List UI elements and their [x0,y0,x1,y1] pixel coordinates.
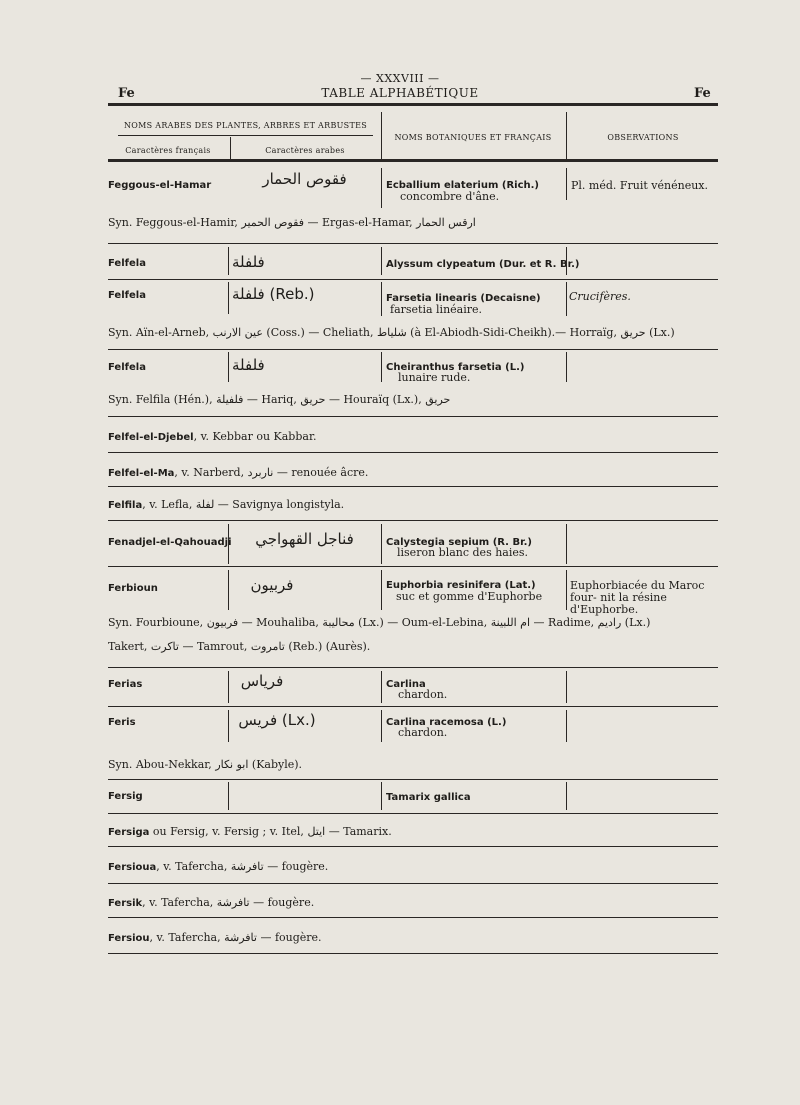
col-divider [566,671,567,703]
entry-rule [108,779,718,780]
col-divider [566,782,567,810]
entry-line: Felfel-el-Ma, v. Narberd, ناربرد — renouée âcre. [108,466,369,479]
entry-botanical: Calystegia sepium (R. Br.) [386,537,532,548]
col-divider [566,710,567,742]
col-divider [228,570,229,610]
entry-observation: Pl. méd. Fruit vénéneux. [571,179,708,192]
entry-french: suc et gomme d'Euphorbe [396,590,543,603]
entry-line: Felfel-el-Djebel, v. Kebbar ou Kabbar. [108,430,317,443]
col-divider [566,247,567,275]
col-divider [230,137,231,159]
col-divider [381,710,382,742]
col-divider [381,282,382,316]
header-rule [108,103,718,106]
entry-name: Ferbioun [108,583,158,594]
page-number: — XXXVIII — [360,72,440,85]
entry-rule [108,917,718,918]
entry-synonyms: Syn. Fourbioune, فربيون — Mouhaliba, محاليبة (Lx.) — Oum-el-Lebina, ام اللبينة — Radime, راديم (Lx.) [108,616,651,629]
entry-name: Feggous-el-Hamar [108,180,212,191]
entry-botanical: Alyssum clypeatum (Dur. et R. Br.) [386,259,580,270]
entry-arabic: فلفلة (Reb.) [232,285,315,303]
entry-arabic: فريس (Lx.) [238,711,316,729]
entry-synonyms-cont: Takert, تاكرت — Tamrout, تامروت (Reb.) (Aurès). [108,640,371,653]
entry-rule [108,883,718,884]
entry-arabic: فلفلة [232,356,265,374]
entry-observation: Crucifères. [569,290,631,303]
col-divider [381,112,382,160]
entry-botanical: Carlina [386,679,426,690]
entry-botanical: Farsetia linearis (Decaisne) [386,293,541,304]
table-head-rule [108,159,718,162]
entry-arabic: فقوص الحمار [262,170,347,188]
entry-french: chardon. [398,688,448,701]
col-botanical: NOMS BOTANIQUES ET FRANÇAIS [394,133,552,142]
col-divider [381,524,382,564]
col-divider [228,352,229,382]
col-divider [381,352,382,382]
entry-botanical: Cheiranthus farsetia (L.) [386,362,525,373]
entry-rule [108,279,718,280]
entry-name: Felfela [108,258,146,269]
entry-rule [108,706,718,707]
entry-rule [108,486,718,487]
col-french-chars: Caractères français [125,146,211,155]
entry-synonyms: Syn. Feggous-el-Hamir, فقوص الحمير — Ergas-el-Hamar, ارقس الحمار [108,216,476,229]
col-divider [566,352,567,382]
col-divider [381,247,382,275]
entry-arabic: فرياس [240,672,284,690]
col-divider [228,782,229,810]
entry-arabic: فلفلة [232,253,265,271]
page-title: TABLE ALPHABÉTIQUE [321,86,479,100]
entry-french: chardon. [398,726,448,739]
left-running-head: Fe [118,86,135,101]
col-divider [228,247,229,275]
entry-rule [108,667,718,668]
col-divider [228,710,229,742]
entry-rule [108,520,718,521]
entry-french: concombre d'âne. [400,190,500,203]
col-divider [381,671,382,703]
entry-line: Felfila, v. Lefla, لفلة — Savignya longistyla. [108,498,345,511]
col-divider [566,524,567,564]
col-observations: OBSERVATIONS [607,133,679,142]
col-divider [381,782,382,810]
entry-botanical: Ecballium elaterium (Rich.) [386,180,539,191]
col-divider [566,168,567,200]
col-divider [566,570,567,610]
entry-synonyms: Syn. Aïn-el-Arneb, عين الارنب (Coss.) — Cheliath, شلياط (à El-Abiodh-Sidi-Cheikh).— Horraïg, حريق (Lx.) [108,326,675,339]
entry-botanical: Carlina racemosa (L.) [386,717,507,728]
col-divider [228,671,229,703]
entry-french: lunaire rude. [398,371,471,384]
entry-arabic: فناجل القهواجي [255,530,354,548]
entry-line: Fersiou, v. Tafercha, تافرشة — fougère. [108,931,322,944]
entry-botanical: Euphorbia resinifera (Lat.) [386,580,536,591]
col-divider [228,282,229,314]
entry-name: Fersig [108,791,143,802]
entry-rule [108,846,718,847]
entry-french: liseron blanc des haies. [397,546,529,559]
col-arabic-chars: Caractères arabes [265,146,345,155]
entry-name: Ferias [108,679,143,690]
entry-name: Feris [108,717,136,728]
entry-observation: Euphorbiacée du Maroc four- nit la résine d'Euphorbe. [570,579,705,616]
entry-botanical: Tamarix gallica [386,792,471,803]
subheader-rule [118,135,373,136]
entry-rule [108,452,718,453]
entry-rule [108,416,718,417]
col-divider [566,282,567,316]
right-running-head: Fe [694,86,711,101]
entry-arabic: فربيون [250,576,294,594]
entry-line: Fersiga ou Fersig, v. Fersig ; v. Itel, ايتل — Tamarix. [108,825,392,838]
col-divider [566,112,567,160]
entry-rule [108,813,718,814]
entry-name: Felfela [108,290,146,301]
col-divider [228,524,229,564]
entry-rule [108,243,718,244]
col-arabic-names: NOMS ARABES DES PLANTES, ARBRES ET ARBUSTES [123,121,368,130]
col-divider [381,168,382,208]
entry-line: Fersik, v. Tafercha, تافرشة — fougère. [108,896,315,909]
entry-rule [108,566,718,567]
entry-name: Fenadjel-el-Qahouadji [108,537,232,548]
entry-french: farsetia linéaire. [390,303,483,316]
entry-synonyms: Syn. Abou-Nekkar, ابو نكار (Kabyle). [108,758,303,771]
entry-line: Fersioua, v. Tafercha, تافرشة — fougère. [108,860,329,873]
entry-name: Felfela [108,362,146,373]
col-divider [381,570,382,610]
entry-synonyms: Syn. Felfila (Hén.), فلفيلة — Hariq, حريق — Houraïq (Lx.), حريق [108,393,451,406]
entry-rule [108,349,718,350]
entry-rule [108,953,718,954]
